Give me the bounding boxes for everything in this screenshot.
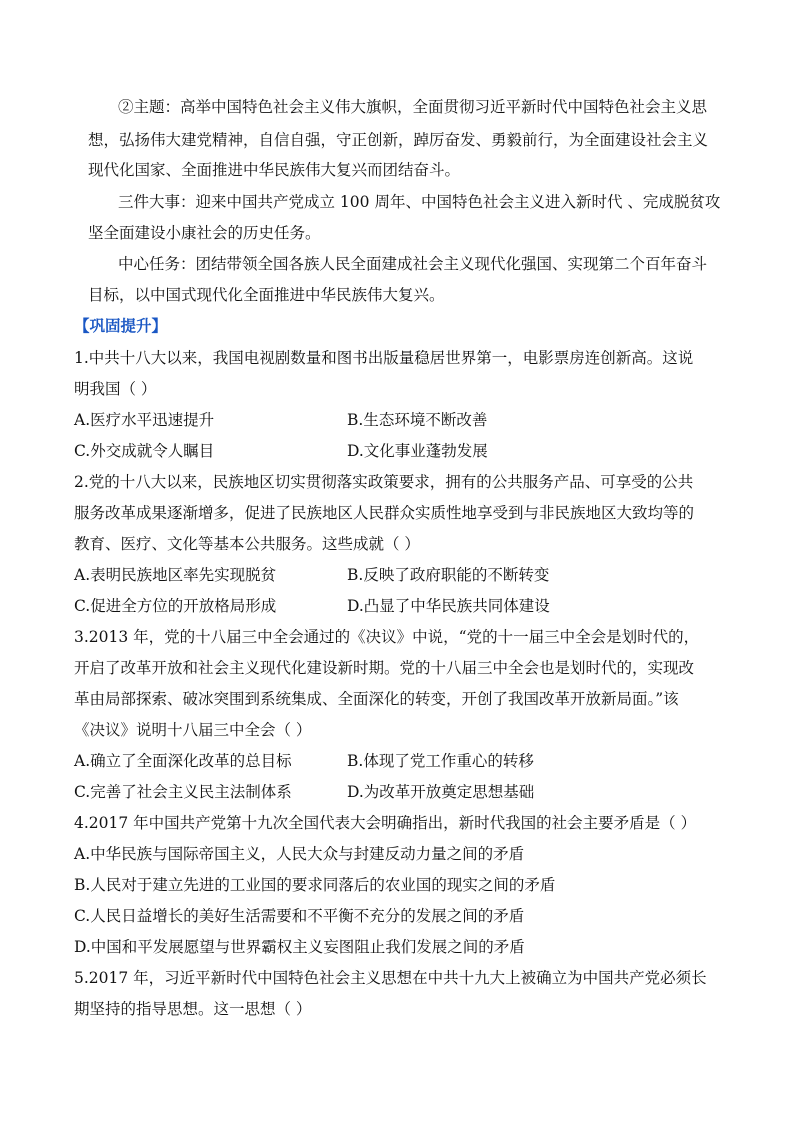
central-task-line-1: 中心任务：团结带领全国各族人民全面建成社会主义现代化强国、实现第二个百年奋斗 [118,255,708,273]
three-events-line-2: 坚全面建设小康社会的历史任务。 [88,224,321,242]
q2-stem-line-1: 2.党的十八大以来，民族地区切实贯彻落实政策要求，拥有的公共服务产品、可享受的公共 [74,473,694,491]
q3-option-a: A.确立了全面深化改革的总目标 [74,752,292,770]
q3-option-b: B.体现了党工作重心的转移 [347,752,534,770]
q1-option-d: D.文化事业蓬勃发展 [347,442,488,460]
q1-option-b: B.生态环境不断改善 [347,411,488,429]
q4-option-c: C.人民日益增长的美好生活需要和不平衡不充分的发展之间的矛盾 [74,907,525,925]
theme-line-2: 想，弘扬伟大建党精神，自信自强，守正创新，踔厉奋发、勇毅前行，为全面建设社会主义 [88,131,709,149]
central-task-line-2: 目标，以中国式现代化全面推进中华民族伟大复兴。 [88,286,445,304]
q3-stem-line-1: 3.2013 年，党的十八届三中全会通过的《决议》中说，“党的十一届三中全会是划时代的， [74,628,700,646]
q4-option-a: A.中华民族与国际帝国主义，人民大众与封建反动力量之间的矛盾 [74,845,525,863]
q3-option-c: C.完善了社会主义民主法制体系 [74,783,292,801]
q5-stem-line-1: 5.2017 年，习近平新时代中国特色社会主义思想在中共十九大上被确立为中国共产党必须长 [74,969,707,987]
q3-option-d: D.为改革开放奠定思想基础 [347,783,535,801]
q2-stem-line-2: 服务改革成果逐渐增多，促进了民族地区人民群众实质性地享受到与非民族地区大致均等的 [74,504,695,522]
three-events-line-1: 三件大事：迎来中国共产党成立 100 周年、中国特色社会主义进入新时代 、完成脱贫攻 [118,193,721,211]
q4-option-b: B.人民对于建立先进的工业国的要求同落后的农业国的现实之间的矛盾 [74,876,556,894]
q1-stem-line-1: 1.中共十八大以来，我国电视剧数量和图书出版量稳居世界第一，电影票房连创新高。这说 [74,349,694,367]
q3-stem-line-4: 《决议》说明十八届三中全会（ ） [74,721,312,739]
q5-stem-line-2: 期坚持的指导思想。这一思想（ ） [74,1000,312,1018]
q1-stem-line-2: 明我国（ ） [74,380,157,398]
theme-line-1: ②主题：高举中国特色社会主义伟大旗帜，全面贯彻习近平新时代中国特色社会主义思 [118,98,708,116]
q1-option-a: A.医疗水平迅速提升 [74,411,215,429]
q2-option-a: A.表明民族地区率先实现脱贫 [74,566,277,584]
section-heading: 【巩固提升】 [74,316,168,335]
q2-option-d: D.凸显了中华民族共同体建设 [347,597,550,615]
theme-line-3: 现代化国家、全面推进中华民族伟大复兴而团结奋斗。 [88,161,461,179]
q2-option-c: C.促进全方位的开放格局形成 [74,597,277,615]
q3-stem-line-2: 开启了改革开放和社会主义现代化建设新时期。党的十八届三中全会也是划时代的，实现改 [74,659,695,677]
q1-option-c: C.外交成就令人瞩目 [74,442,215,460]
q4-stem-line-1: 4.2017 年中国共产党第十九次全国代表大会明确指出，新时代我国的社会主要矛盾是（ ） [74,814,697,832]
q3-stem-line-3: 革由局部探索、破冰突围到系统集成、全面深化的转变，开创了我国改革开放新局面。”该 [74,690,679,708]
q2-stem-line-3: 教育、医疗、文化等基本公共服务。这些成就（ ） [74,535,420,553]
q2-option-b: B.反映了政府职能的不断转变 [347,566,550,584]
q4-option-d: D.中国和平发展愿望与世界霸权主义妄图阻止我们发展之间的矛盾 [74,938,525,956]
